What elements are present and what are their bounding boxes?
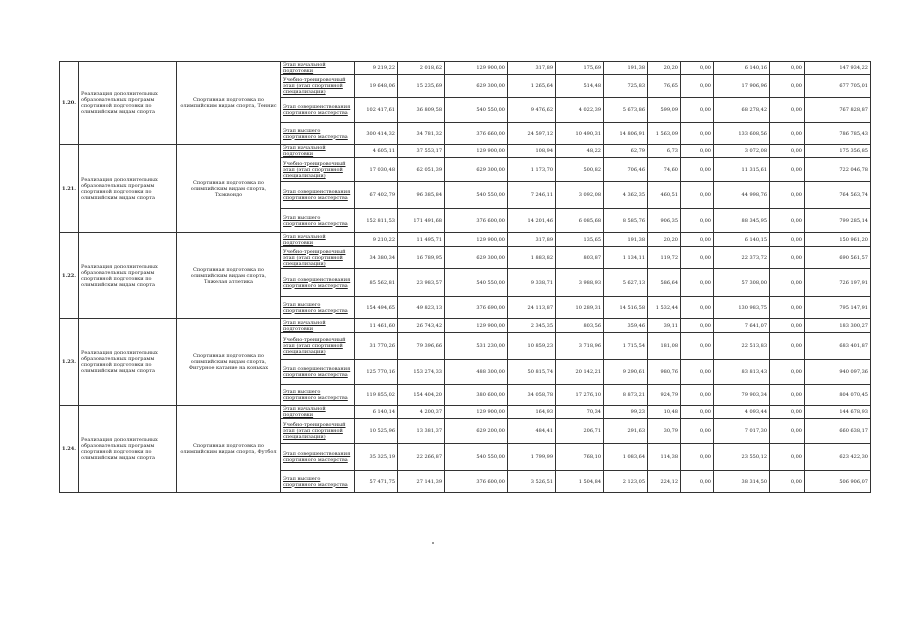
value-cell: 125 770,16 <box>355 360 398 385</box>
value-cell: 376 690,00 <box>445 297 508 319</box>
stage-label <box>281 385 355 406</box>
stage-label-text: Этап высшего спортивного мастерства <box>283 214 348 227</box>
value-cell: 0,00 <box>681 123 714 145</box>
value-cell: 0,00 <box>770 333 805 360</box>
value-cell: 0,00 <box>770 75 805 98</box>
value-cell: 9 219,22 <box>355 62 398 75</box>
sport-name: Спортивная подготовка по олимпийским видам спорта, Теннис <box>177 62 281 145</box>
value-cell: 460,51 <box>648 182 681 209</box>
program-name: Реализация дополнительных образовательных программ спортивной подготовки по олимпийским видам спорта <box>79 145 177 233</box>
stage-label <box>281 158 355 182</box>
value-cell: 17 906,96 <box>714 75 770 98</box>
value-cell: 191,38 <box>604 233 648 247</box>
value-cell: 20,20 <box>648 62 681 75</box>
stage-label-text: Учебно-тренировочный этап (этап спортивной специализации) <box>283 77 346 95</box>
value-cell: 3 072,08 <box>714 145 770 158</box>
value-cell: 99,23 <box>604 406 648 419</box>
value-cell: 376 600,00 <box>445 209 508 233</box>
stage-label-text: Этап высшего спортивного мастерства <box>283 389 348 401</box>
scan-speck <box>432 542 434 544</box>
value-cell: 83 813,43 <box>714 360 770 385</box>
stage-label-text: Этап совершенствования спортивного мастерства <box>283 276 351 289</box>
value-cell: 17 030,48 <box>355 158 398 182</box>
value-cell: 0,00 <box>681 297 714 319</box>
value-cell: 5 673,86 <box>604 98 648 123</box>
value-cell: 764 563,74 <box>805 182 871 209</box>
value-cell: 1 134,11 <box>604 247 648 269</box>
value-cell: 0,00 <box>681 406 714 419</box>
value-cell: 224,12 <box>648 471 681 493</box>
value-cell: 0,00 <box>770 158 805 182</box>
value-cell: 0,00 <box>681 62 714 75</box>
value-cell: 980,76 <box>648 360 681 385</box>
value-cell: 0,00 <box>770 182 805 209</box>
value-cell: 183 300,27 <box>805 319 871 333</box>
cost-table <box>59 61 871 493</box>
value-cell: 119 855,02 <box>355 385 398 406</box>
stage-label-text: Этап совершенствования спортивного мастерства <box>283 189 351 201</box>
value-cell: 0,00 <box>770 360 805 385</box>
value-cell: 0,00 <box>681 247 714 269</box>
stage-label-text: Этап начальной подготовки <box>283 145 326 157</box>
stage-label <box>281 297 355 319</box>
value-cell: 722 046,78 <box>805 158 871 182</box>
stage-label-text: Этап высшего спортивного мастерства <box>283 301 348 314</box>
value-cell: 0,00 <box>681 158 714 182</box>
sport-name: Спортивная подготовка по олимпийским видам спорта, Футбол <box>177 406 281 493</box>
value-cell: 20 142,21 <box>556 360 604 385</box>
stage-label-text: Учебно-тренировочный этап (этап спортивной специализации) <box>283 248 346 267</box>
stage-label-text: Этап начальной подготовки <box>283 406 326 418</box>
value-cell: 0,00 <box>681 333 714 360</box>
stage-label <box>281 406 355 419</box>
value-cell: 67 402,79 <box>355 182 398 209</box>
value-cell: 540 550,00 <box>445 444 508 471</box>
stage-label <box>281 145 355 158</box>
value-cell: 24 597,12 <box>508 123 556 145</box>
value-cell: 44 998,76 <box>714 182 770 209</box>
value-cell: 6 140,16 <box>714 62 770 75</box>
value-cell: 11 461,60 <box>355 319 398 333</box>
section-code: 1.24. <box>60 406 79 493</box>
value-cell: 2 123,05 <box>604 471 648 493</box>
stage-label <box>281 233 355 247</box>
value-cell: 129 900,00 <box>445 406 508 419</box>
value-cell: 586,64 <box>648 269 681 297</box>
value-cell: 48,22 <box>556 145 604 158</box>
value-cell: 3 988,93 <box>556 269 604 297</box>
value-cell: 11 495,71 <box>398 233 445 247</box>
stage-label <box>281 98 355 123</box>
value-cell: 96 385,84 <box>398 182 445 209</box>
stage-label-text: Этап высшего спортивного мастерства <box>283 475 348 488</box>
value-cell: 0,00 <box>681 471 714 493</box>
value-cell: 0,00 <box>770 247 805 269</box>
value-cell: 786 785,43 <box>805 123 871 145</box>
stage-label <box>281 319 355 333</box>
value-cell: 26 743,42 <box>398 319 445 333</box>
value-cell: 376 660,00 <box>445 123 508 145</box>
value-cell: 1 265,64 <box>508 75 556 98</box>
value-cell: 0,00 <box>681 360 714 385</box>
value-cell: 629 200,00 <box>445 419 508 444</box>
value-cell: 0,00 <box>681 98 714 123</box>
value-cell: 9 476,62 <box>508 98 556 123</box>
value-cell: 488 300,00 <box>445 360 508 385</box>
value-cell: 88 345,95 <box>714 209 770 233</box>
section-code: 1.22. <box>60 233 79 319</box>
value-cell: 6 140,14 <box>355 406 398 419</box>
value-cell: 376 600,00 <box>445 471 508 493</box>
value-cell: 14 806,91 <box>604 123 648 145</box>
value-cell: 62,79 <box>604 145 648 158</box>
value-cell: 6 140,15 <box>714 233 770 247</box>
value-cell: 804 070,45 <box>805 385 871 406</box>
value-cell: 726 197,91 <box>805 269 871 297</box>
value-cell: 0,00 <box>770 471 805 493</box>
value-cell: 0,00 <box>770 145 805 158</box>
table-row <box>60 319 871 333</box>
program-name: Реализация дополнительных образовательных программ спортивной подготовки по олимпийским видам спорта <box>79 62 177 145</box>
stage-label <box>281 75 355 98</box>
value-cell: 10 525,96 <box>355 419 398 444</box>
value-cell: 1 883,82 <box>508 247 556 269</box>
value-cell: 0,00 <box>681 444 714 471</box>
value-cell: 4 362,35 <box>604 182 648 209</box>
value-cell: 191,38 <box>604 62 648 75</box>
value-cell: 540 550,00 <box>445 182 508 209</box>
value-cell: 135,65 <box>556 233 604 247</box>
value-cell: 0,00 <box>681 209 714 233</box>
value-cell: 35 325,19 <box>355 444 398 471</box>
stage-label <box>281 62 355 75</box>
value-cell: 206,71 <box>556 419 604 444</box>
value-cell: 36 809,58 <box>398 98 445 123</box>
value-cell: 300 414,32 <box>355 123 398 145</box>
value-cell: 6,73 <box>648 145 681 158</box>
value-cell: 768,10 <box>556 444 604 471</box>
value-cell: 70,34 <box>556 406 604 419</box>
table-row <box>60 233 871 247</box>
section-code: 1.20. <box>60 62 79 145</box>
value-cell: 10 490,31 <box>556 123 604 145</box>
value-cell: 623 422,30 <box>805 444 871 471</box>
value-cell: 9 290,61 <box>604 360 648 385</box>
stage-label <box>281 209 355 233</box>
value-cell: 50 815,74 <box>508 360 556 385</box>
value-cell: 0,00 <box>770 319 805 333</box>
stage-label-text: Учебно-тренировочный этап (этап спортивной специализации) <box>283 422 346 440</box>
table-row <box>60 145 871 158</box>
value-cell: 0,00 <box>681 233 714 247</box>
value-cell: 500,82 <box>556 158 604 182</box>
value-cell: 0,00 <box>681 182 714 209</box>
value-cell: 6 085,68 <box>556 209 604 233</box>
value-cell: 150 961,20 <box>805 233 871 247</box>
value-cell: 506 906,07 <box>805 471 871 493</box>
value-cell: 0,00 <box>770 419 805 444</box>
value-cell: 49 823,13 <box>398 297 445 319</box>
value-cell: 154 404,20 <box>398 385 445 406</box>
value-cell: 34 058,78 <box>508 385 556 406</box>
value-cell: 57 308,00 <box>714 269 770 297</box>
value-cell: 7 246,11 <box>508 182 556 209</box>
value-cell: 129 900,00 <box>445 62 508 75</box>
value-cell: 130 983,75 <box>714 297 770 319</box>
value-cell: 22 373,72 <box>714 247 770 269</box>
value-cell: 15 235,69 <box>398 75 445 98</box>
stage-label <box>281 269 355 297</box>
sport-name: Спортивная подготовка по олимпийским видам спорта, Тхэквондо <box>177 145 281 233</box>
value-cell: 11 315,61 <box>714 158 770 182</box>
value-cell: 3 718,96 <box>556 333 604 360</box>
value-cell: 20,20 <box>648 233 681 247</box>
value-cell: 291,63 <box>604 419 648 444</box>
value-cell: 129 900,00 <box>445 145 508 158</box>
value-cell: 62 051,39 <box>398 158 445 182</box>
value-cell: 0,00 <box>770 233 805 247</box>
value-cell: 171 491,68 <box>398 209 445 233</box>
value-cell: 39,11 <box>648 319 681 333</box>
sport-name: Спортивная подготовка по олимпийским видам спорта, Тяжелая атлетика <box>177 233 281 319</box>
value-cell: 803,56 <box>556 319 604 333</box>
value-cell: 540 550,00 <box>445 98 508 123</box>
value-cell: 0,00 <box>770 297 805 319</box>
value-cell: 4 200,37 <box>398 406 445 419</box>
value-cell: 23 983,57 <box>398 269 445 297</box>
value-cell: 359,46 <box>604 319 648 333</box>
table-row <box>60 406 871 419</box>
value-cell: 10 289,31 <box>556 297 604 319</box>
stage-label-text: Этап начальной подготовки <box>283 319 326 332</box>
value-cell: 10 859,23 <box>508 333 556 360</box>
value-cell: 0,00 <box>770 123 805 145</box>
sport-name: Спортивная подготовка по олимпийским видам спорта, Фигурное катание на коньках <box>177 319 281 406</box>
section-code: 1.21. <box>60 145 79 233</box>
value-cell: 0,00 <box>770 98 805 123</box>
value-cell: 175 356,85 <box>805 145 871 158</box>
value-cell: 154 494,65 <box>355 297 398 319</box>
value-cell: 0,00 <box>681 75 714 98</box>
stage-label-text: Этап совершенствования спортивного мастерства <box>283 451 351 463</box>
value-cell: 22 266,87 <box>398 444 445 471</box>
value-cell: 317,89 <box>508 233 556 247</box>
value-cell: 14 516,58 <box>604 297 648 319</box>
value-cell: 2 018,62 <box>398 62 445 75</box>
value-cell: 108,94 <box>508 145 556 158</box>
value-cell: 380 600,00 <box>445 385 508 406</box>
value-cell: 17 276,10 <box>556 385 604 406</box>
value-cell: 1 083,64 <box>604 444 648 471</box>
value-cell: 0,00 <box>770 385 805 406</box>
value-cell: 924,79 <box>648 385 681 406</box>
value-cell: 706,46 <box>604 158 648 182</box>
value-cell: 14 201,46 <box>508 209 556 233</box>
value-cell: 514,48 <box>556 75 604 98</box>
value-cell: 531 230,00 <box>445 333 508 360</box>
value-cell: 0,00 <box>770 62 805 75</box>
section-code: 1.23. <box>60 319 79 406</box>
value-cell: 10,48 <box>648 406 681 419</box>
value-cell: 906,35 <box>648 209 681 233</box>
value-cell: 76,65 <box>648 75 681 98</box>
stage-label-text: Этап высшего спортивного мастерства <box>283 127 348 140</box>
value-cell: 23 550,12 <box>714 444 770 471</box>
value-cell: 317,89 <box>508 62 556 75</box>
value-cell: 133 608,56 <box>714 123 770 145</box>
stage-label-text: Этап совершенствования спортивного мастерства <box>283 104 351 116</box>
program-name: Реализация дополнительных образовательных программ спортивной подготовки по олимпийским видам спорта <box>79 406 177 493</box>
value-cell: 114,38 <box>648 444 681 471</box>
program-name: Реализация дополнительных образовательных программ спортивной подготовки по олимпийским видам спорта <box>79 319 177 406</box>
value-cell: 74,60 <box>648 158 681 182</box>
value-cell: 0,00 <box>770 406 805 419</box>
value-cell: 540 550,00 <box>445 269 508 297</box>
value-cell: 629 300,00 <box>445 158 508 182</box>
value-cell: 599,09 <box>648 98 681 123</box>
stage-label-text: Учебно-тренировочный этап (этап спортивной специализации) <box>283 337 346 355</box>
value-cell: 152 811,53 <box>355 209 398 233</box>
value-cell: 677 705,01 <box>805 75 871 98</box>
value-cell: 34 380,34 <box>355 247 398 269</box>
program-name: Реализация дополнительных образовательных программ спортивной подготовки по олимпийским видам спорта <box>79 233 177 319</box>
value-cell: 79 903,34 <box>714 385 770 406</box>
stage-label-text: Этап начальной подготовки <box>283 62 326 74</box>
value-cell: 85 562,81 <box>355 269 398 297</box>
value-cell: 0,00 <box>681 269 714 297</box>
value-cell: 629 300,00 <box>445 75 508 98</box>
value-cell: 1 715,54 <box>604 333 648 360</box>
value-cell: 683 401,87 <box>805 333 871 360</box>
value-cell: 1 532,44 <box>648 297 681 319</box>
value-cell: 119,72 <box>648 247 681 269</box>
value-cell: 4 093,44 <box>714 406 770 419</box>
value-cell: 629 300,00 <box>445 247 508 269</box>
stage-label <box>281 123 355 145</box>
table-row <box>60 62 871 75</box>
stage-label-text: Этап совершенствования спортивного мастерства <box>283 366 351 378</box>
value-cell: 660 638,17 <box>805 419 871 444</box>
value-cell: 34 781,32 <box>398 123 445 145</box>
value-cell: 767 828,87 <box>805 98 871 123</box>
stage-label <box>281 471 355 493</box>
stage-label <box>281 182 355 209</box>
stage-label <box>281 333 355 360</box>
value-cell: 79 396,66 <box>398 333 445 360</box>
value-cell: 147 934,22 <box>805 62 871 75</box>
value-cell: 0,00 <box>681 419 714 444</box>
value-cell: 175,69 <box>556 62 604 75</box>
value-cell: 31 770,26 <box>355 333 398 360</box>
stage-label <box>281 419 355 444</box>
value-cell: 164,93 <box>508 406 556 419</box>
value-cell: 38 314,50 <box>714 471 770 493</box>
value-cell: 22 513,83 <box>714 333 770 360</box>
value-cell: 8 873,21 <box>604 385 648 406</box>
value-cell: 1 173,70 <box>508 158 556 182</box>
value-cell: 725,83 <box>604 75 648 98</box>
stage-label <box>281 247 355 269</box>
value-cell: 3 526,51 <box>508 471 556 493</box>
value-cell: 1 563,09 <box>648 123 681 145</box>
value-cell: 27 141,39 <box>398 471 445 493</box>
stage-label <box>281 360 355 385</box>
value-cell: 181,08 <box>648 333 681 360</box>
value-cell: 68 278,42 <box>714 98 770 123</box>
value-cell: 16 789,95 <box>398 247 445 269</box>
stage-label-text: Учебно-тренировочный этап (этап спортивной специализации) <box>283 160 346 179</box>
value-cell: 803,87 <box>556 247 604 269</box>
value-cell: 4 022,39 <box>556 98 604 123</box>
value-cell: 0,00 <box>770 444 805 471</box>
value-cell: 19 648,06 <box>355 75 398 98</box>
value-cell: 4 605,11 <box>355 145 398 158</box>
value-cell: 940 097,36 <box>805 360 871 385</box>
value-cell: 57 471,75 <box>355 471 398 493</box>
value-cell: 0,00 <box>681 145 714 158</box>
value-cell: 799 285,14 <box>805 209 871 233</box>
stage-label <box>281 444 355 471</box>
value-cell: 0,00 <box>681 319 714 333</box>
value-cell: 37 553,17 <box>398 145 445 158</box>
value-cell: 8 585,76 <box>604 209 648 233</box>
value-cell: 690 561,57 <box>805 247 871 269</box>
value-cell: 153 274,33 <box>398 360 445 385</box>
value-cell: 0,00 <box>681 385 714 406</box>
value-cell: 0,00 <box>770 209 805 233</box>
value-cell: 795 147,91 <box>805 297 871 319</box>
value-cell: 129 900,00 <box>445 233 508 247</box>
value-cell: 0,00 <box>770 269 805 297</box>
value-cell: 24 113,87 <box>508 297 556 319</box>
value-cell: 5 627,13 <box>604 269 648 297</box>
stage-label-text: Этап начальной подготовки <box>283 233 326 246</box>
value-cell: 7 641,07 <box>714 319 770 333</box>
value-cell: 1 504,84 <box>556 471 604 493</box>
value-cell: 102 417,61 <box>355 98 398 123</box>
value-cell: 484,41 <box>508 419 556 444</box>
value-cell: 2 345,35 <box>508 319 556 333</box>
value-cell: 129 900,00 <box>445 319 508 333</box>
value-cell: 144 678,93 <box>805 406 871 419</box>
value-cell: 1 799,99 <box>508 444 556 471</box>
value-cell: 3 092,08 <box>556 182 604 209</box>
value-cell: 13 381,37 <box>398 419 445 444</box>
value-cell: 9 338,71 <box>508 269 556 297</box>
value-cell: 30,79 <box>648 419 681 444</box>
value-cell: 7 017,30 <box>714 419 770 444</box>
value-cell: 9 210,22 <box>355 233 398 247</box>
